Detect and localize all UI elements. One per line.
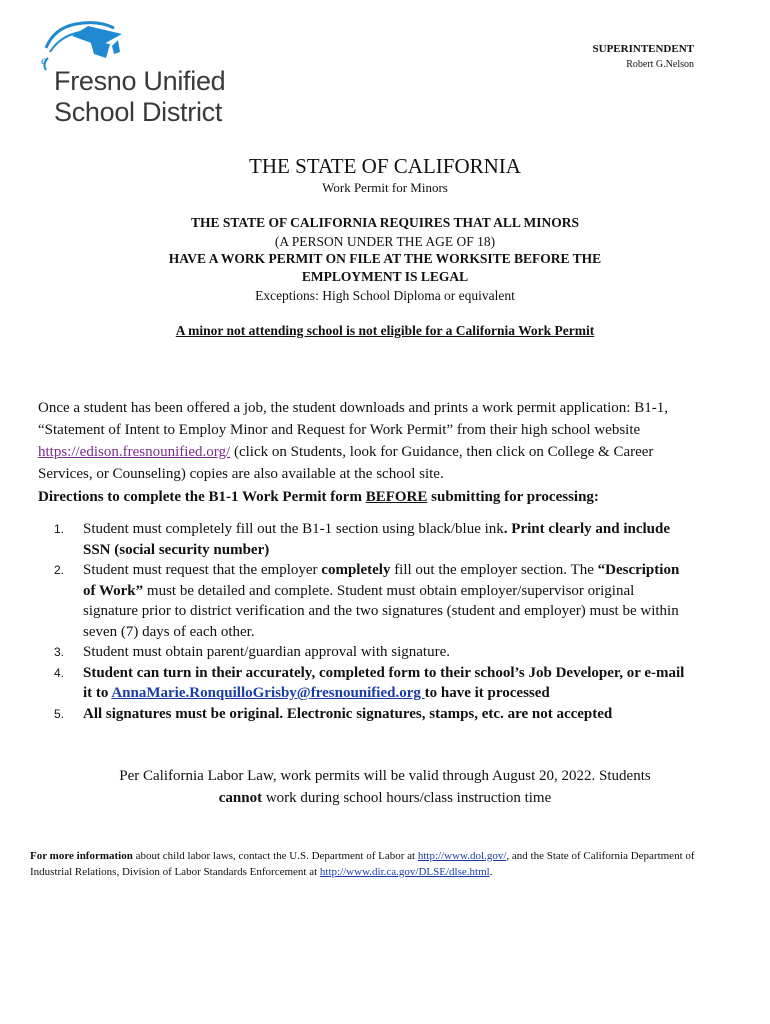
step-number: 2. [54, 563, 65, 577]
step-text: fill out the employer section. The [390, 562, 598, 578]
list-item [38, 519, 688, 560]
step-number: 4. [54, 665, 65, 680]
intro-text-1: Once a student has been offered a job, the student downloads and prints a work permit application: B1-1, “Statement of Intent to Employ Minor and Request for Work Permit” from their high school website [38, 400, 668, 438]
step-bold-text: “Description of Work” [83, 562, 680, 599]
superintendent-block [593, 42, 694, 72]
footer-text-1: about child labor laws, contact the U.S. Department of Labor at [132, 850, 418, 862]
requirement-line4: EMPLOYMENT IS LEGAL [301, 269, 469, 284]
superintendent-title: SUPERINTENDENT [592, 43, 694, 55]
step-bold-text: All signatures must be original. Electronic signatures, stamps, etc. are not accepted [83, 705, 613, 722]
labor-law-notice [0, 765, 770, 809]
footer-bold: For more information [30, 850, 133, 862]
requirement-line2: (A PERSON UNDER THE AGE OF 18) [274, 234, 496, 249]
intro-text-2: (click on Students, look for Guidance, then click on College & Career Services, or Counseling) copies are also available at the school site. [38, 444, 654, 482]
requirement-line3: HAVE A WORK PERMIT ON FILE AT THE WORKSITE BEFORE THE [168, 251, 602, 266]
directions-post: submitting for processing: [427, 489, 599, 505]
footer-text-3: . [489, 866, 493, 878]
law-bold: cannot [218, 790, 263, 806]
not-eligible-notice: A minor not attending school is not eligible for a California Work Permit [175, 323, 595, 338]
law-line2 [0, 787, 770, 809]
step-text: Student must request that the employer [83, 562, 322, 578]
directions-pre: Directions to complete the B1-1 Work Permit form [38, 489, 366, 505]
page-subtitle: Work Permit for Minors [322, 180, 448, 195]
edison-link[interactable]: https://edison.fresnounified.org/ [38, 444, 231, 460]
footer-info [30, 848, 720, 880]
step-text: Student must obtain parent/guardian approval with signature. [83, 644, 451, 660]
list-item [38, 560, 688, 642]
steps-list [38, 519, 688, 724]
law-line1: Per California Labor Law, work permits will be valid through August 20, 2022. Students [119, 768, 651, 784]
list-item [38, 663, 688, 704]
step-text: Student must completely fill out the B1-1 section using black/blue ink [83, 521, 504, 537]
page-title: THE STATE OF CALIFORNIA [249, 154, 521, 178]
step-number: 1. [54, 522, 65, 536]
step-number: 5. [54, 706, 65, 721]
footer-text-2: , and the State of California Department of Industrial Relations, Division of Labor Standards Enforcement at [30, 850, 695, 878]
dol-link[interactable]: http://www.dol.gov/ [417, 850, 507, 862]
intro-paragraph [38, 397, 698, 485]
step-text: must be detailed and complete. Student must obtain employer/supervisor original signature prior to district verification and the two signatures (student and employer) must be within seven (7) days of each other. [83, 582, 679, 640]
step-bold-text: to have it processed [424, 685, 550, 701]
step-number: 3. [54, 645, 65, 659]
law-text: work during school hours/class instruction time [262, 790, 552, 806]
logo-text-line2: School District [54, 97, 223, 127]
superintendent-name: Robert G.Nelson [626, 59, 694, 70]
step-bold-text: completely [321, 562, 391, 578]
directions-heading [38, 489, 599, 506]
logo-text-line1: Fresno Unified [54, 66, 226, 96]
directions-emphasis: BEFORE [365, 489, 428, 505]
requirement-line1: THE STATE OF CALIFORNIA REQUIRES THAT ALL MINORS [191, 215, 579, 230]
list-item [38, 642, 688, 663]
dir-link[interactable]: http://www.dir.ca.gov/DLSE/dlse.html [319, 866, 490, 878]
step-bold-text: Student can turn in their accurately, completed form to their school’s Job Developer, or e-mail it to [83, 664, 685, 701]
list-item [38, 704, 688, 725]
district-logo [40, 18, 240, 130]
email-link[interactable]: AnnaMarie.RonquilloGrisby@fresnounified.org [111, 685, 425, 701]
exceptions-text: Exceptions: High School Diploma or equivalent [255, 288, 515, 303]
step-bold-text: . Print clearly and include SSN (social security number) [83, 521, 671, 558]
svg-text:e: e [41, 53, 47, 67]
